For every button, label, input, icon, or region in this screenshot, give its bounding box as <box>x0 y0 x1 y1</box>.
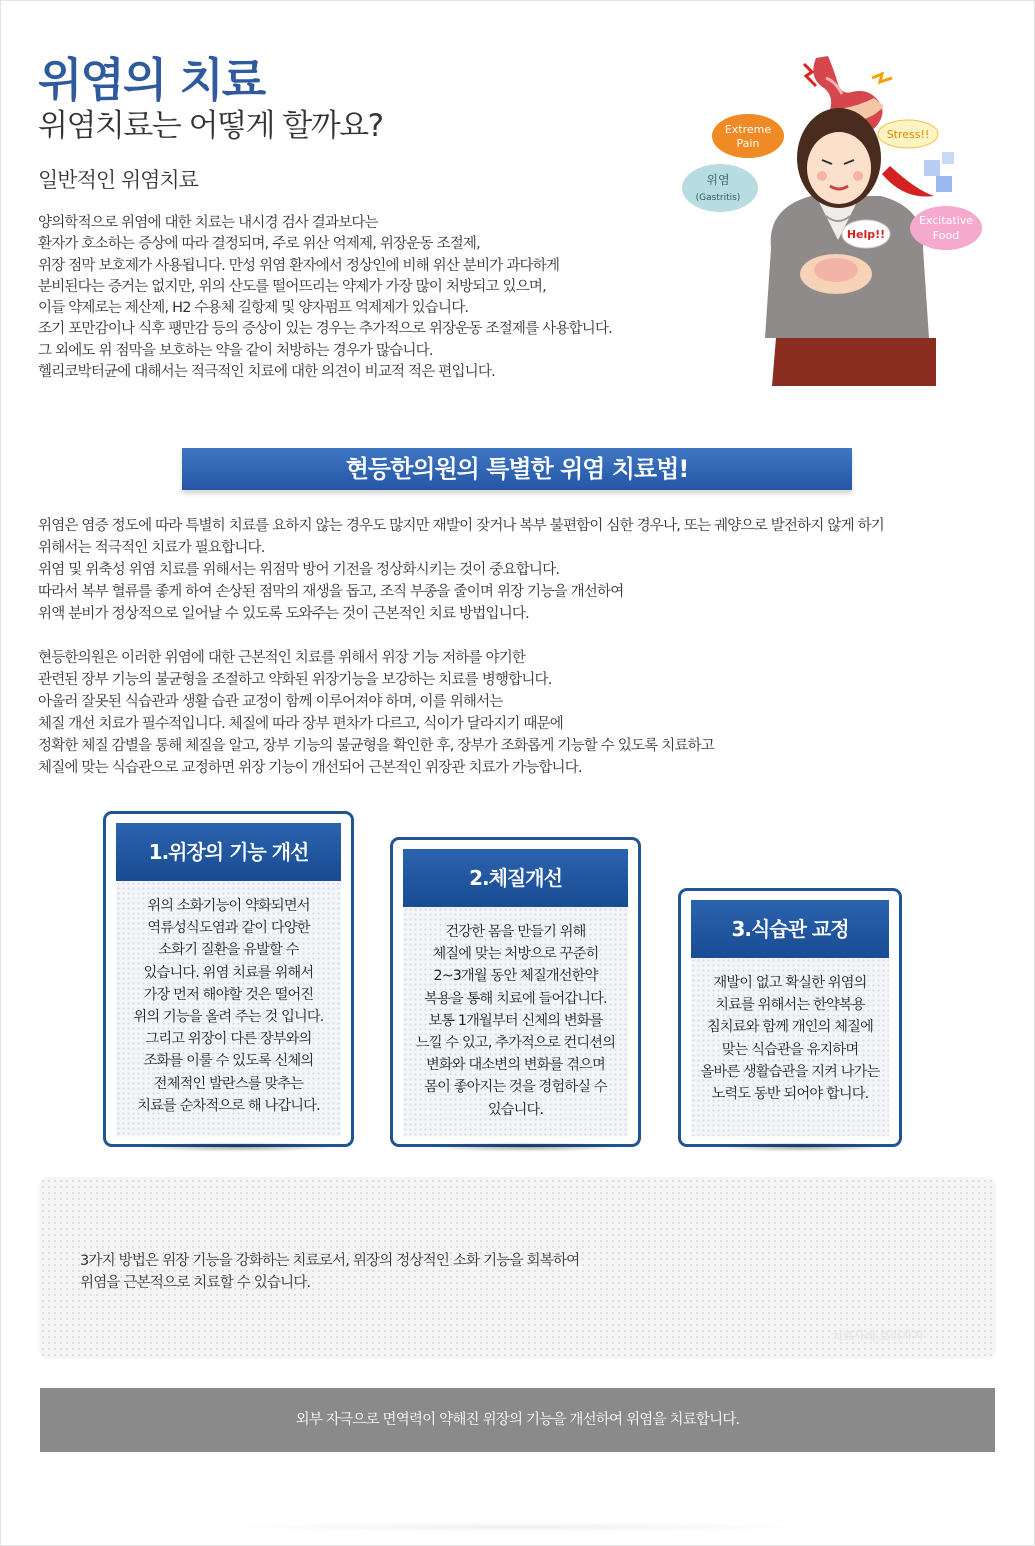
svg-text:Extreme: Extreme <box>724 123 772 136</box>
intro-line: 위장 점막 보호제가 사용됩니다. 만성 위염 환자에서 정상인에 비해 위산 분비가 과다하게 <box>38 257 560 274</box>
paragraph-gap <box>38 625 884 647</box>
body-line: 위염 및 위축성 위염 치료를 위해서는 위점막 방어 기전을 정상화시키는 것이 중요합니다. <box>38 562 560 578</box>
card-line: 침치료와 함께 개인의 체질에 <box>707 1019 873 1036</box>
intro-line: 그 외에도 위 점막을 보호하는 약을 같이 처방하는 경우가 많습니다. <box>38 342 433 359</box>
card-line: 전체적인 발란스를 맞추는 <box>153 1075 304 1092</box>
intro-line: 조기 포만감이나 식후 팽만감 등의 증상이 있는 경우는 추가적으로 위장운동 조절제를 사용합니다. <box>38 321 612 338</box>
card-line: 가장 먼저 해야할 것은 떨어진 <box>143 986 314 1003</box>
body-line: 관련된 장부 기능의 불균형을 조절하고 약화된 위장기능을 보강하는 치료를 병행합니다. <box>38 672 552 688</box>
svg-text:Pain: Pain <box>736 137 760 150</box>
svg-text:Food: Food <box>932 229 960 242</box>
card-line: 역류성식도염과 같이 다양한 <box>147 920 310 937</box>
card-line: 맞는 식습관을 유지하며 <box>721 1041 859 1058</box>
card-line: 소화기 질환을 유발할 수 <box>158 942 299 959</box>
card-line: 느낄 수 있고, 추가적으로 컨디션의 <box>415 1035 616 1052</box>
intro-line: 환자가 호소하는 증상에 따라 결정되며, 주로 위산 억제제, 위장운동 조절제, <box>38 236 480 253</box>
excitative-food-bubble <box>910 206 982 250</box>
card-shadow <box>715 1142 885 1152</box>
card-line: 재발이 없고 확실한 위염의 <box>713 975 867 991</box>
method-card-diet <box>678 888 902 1147</box>
card-line: 몸이 좋아지는 것을 경험하실 수 <box>424 1079 607 1096</box>
card-line: 변화와 대소변의 변화를 겪으며 <box>426 1057 605 1074</box>
card-line: 조화를 이룰 수 있도록 신체의 <box>143 1053 314 1070</box>
card-title: 2.체질개선 <box>403 849 628 907</box>
card-line: 치료를 위해서는 한약복용 <box>715 997 865 1014</box>
footer-bar: 외부 자극으로 면역력이 약해진 위장의 기능을 개선하여 위염을 치료합니다. <box>40 1388 995 1452</box>
svg-text:Help!!: Help!! <box>846 228 886 241</box>
method-card-stomach-function <box>103 811 354 1147</box>
gastritis-woman-illustration <box>676 48 1006 388</box>
intro-text <box>38 213 612 383</box>
svg-text:(Gastritis): (Gastritis) <box>695 193 741 203</box>
card-shadow <box>140 1142 337 1152</box>
bottom-shadow <box>210 1522 825 1532</box>
summary-text <box>80 1250 579 1294</box>
card-line: 위의 소화기능이 약화되면서 <box>147 898 310 914</box>
card-line: 노력도 동반 되어야 합니다. <box>711 1086 869 1103</box>
body-line: 체질 개선 치료가 필수적입니다. 체질에 따라 장부 편차가 다르고, 식이가 달라지기 때문에 <box>38 716 563 732</box>
card-text <box>691 958 889 1136</box>
intro-line: 양의학적으로 위염에 대한 치료는 내시경 검사 결과보다는 <box>38 215 378 231</box>
method-card-constitution <box>390 837 641 1147</box>
summary-box <box>40 1178 995 1358</box>
intro-line: 이들 약제로는 제산제, H2 수용체 길항제 및 양자펌프 억제제가 있습니다. <box>38 300 469 317</box>
card-text <box>116 881 341 1136</box>
card-shadow <box>427 1142 624 1152</box>
body-line: 위염은 염증 정도에 따라 특별히 치료를 요하지 않는 경우도 많지만 재발이 잦거나 복부 불편함이 심한 경우나, 또는 궤양으로 발전하지 않게 하기 <box>38 518 884 534</box>
page-subtitle: 위염치료는 어떻게 할까요? <box>38 108 383 144</box>
body-line: 따라서 복부 혈류를 좋게 하여 손상된 점막의 재생을 돕고, 조직 부종을 줄이며 위장 기능을 개선하여 <box>38 584 624 600</box>
card-text <box>403 907 628 1136</box>
extreme-pain-bubble <box>712 114 784 158</box>
card-title: 1.위장의 기능 개선 <box>116 823 341 881</box>
section-heading: 일반적인 위염치료 <box>38 168 198 192</box>
body-line: 현등한의원은 이러한 위염에 대한 근본적인 치료를 위해서 위장 기능 저하를 야기한 <box>38 650 526 666</box>
body-line: 체질에 맞는 식습관으로 교정하면 위장 기능이 개선되어 근본적인 위장관 치료가 가능합니다. <box>38 760 582 776</box>
summary-line: 위염을 근본적으로 치료할 수 있습니다. <box>80 1275 311 1291</box>
svg-text:Excitative: Excitative <box>918 214 974 227</box>
gastritis-bubble <box>682 164 758 212</box>
card-line: 체질에 맞는 처방으로 꾸준히 <box>432 946 599 963</box>
card-line: 올바른 생활습관을 지켜 나가는 <box>700 1063 880 1080</box>
treatment-body-text <box>38 515 884 779</box>
body-line: 정확한 체질 감별을 통해 체질을 알고, 장부 기능의 불균형을 확인한 후, 장부가 조화롭게 기능할 수 있도록 치료하고 <box>38 738 715 754</box>
card-title: 3.식습관 교정 <box>691 900 889 958</box>
body-line: 아울러 잘못된 식습관과 생활 습관 교정이 함께 이루어져야 하며, 이를 위해서는 <box>38 694 503 710</box>
intro-line: 분비된다는 증거는 없지만, 위의 산도를 떨어뜨리는 약제가 가장 많이 처방되고 있으며, <box>38 278 546 295</box>
card-line: 건강한 몸을 만들기 위해 <box>445 924 586 940</box>
card-line: 2~3개월 동안 체질개선한약 <box>433 968 598 985</box>
card-line: 치료를 순차적으로 해 나갑니다. <box>137 1097 320 1114</box>
page-title: 위염의 치료 <box>38 53 265 107</box>
body-line: 위해서는 적극적인 치료가 필요합니다. <box>38 540 265 556</box>
special-treatment-banner: 현등한의원의 특별한 위염 치료법! <box>182 448 852 490</box>
card-line: 위의 기능을 올려 주는 것 입니다. <box>133 1009 324 1026</box>
svg-text:위염: 위염 <box>706 173 730 187</box>
card-line: 그리고 위장이 다른 장부와의 <box>145 1031 312 1048</box>
case-link[interactable]: 치료사례 보러가기 <box>830 1329 923 1343</box>
card-line: 복용을 통해 치료에 들어갑니다. <box>424 990 607 1007</box>
svg-text:Stress!!: Stress!! <box>886 128 930 141</box>
body-line: 위액 분비가 정상적으로 일어날 수 있도록 도와주는 것이 근본적인 치료 방법입니다. <box>38 606 529 622</box>
sugar-cubes-icon <box>924 152 954 192</box>
stress-bubble <box>878 120 938 148</box>
card-line: 있습니다. <box>487 1101 544 1118</box>
pain-zigzag-icon <box>872 74 892 82</box>
help-bubble <box>842 220 890 248</box>
card-line: 있습니다. 위염 치료를 위해서 <box>143 964 314 981</box>
card-line: 보통 1개월부터 신체의 변화를 <box>428 1012 603 1029</box>
intro-line: 헬리코박터균에 대해서는 적극적인 치료에 대한 의견이 비교적 적은 편입니다. <box>38 364 495 381</box>
summary-line: 3가지 방법은 위장 기능을 강화하는 치료로서, 위장의 정상적인 소화 기능을 회복하여 <box>80 1253 580 1269</box>
